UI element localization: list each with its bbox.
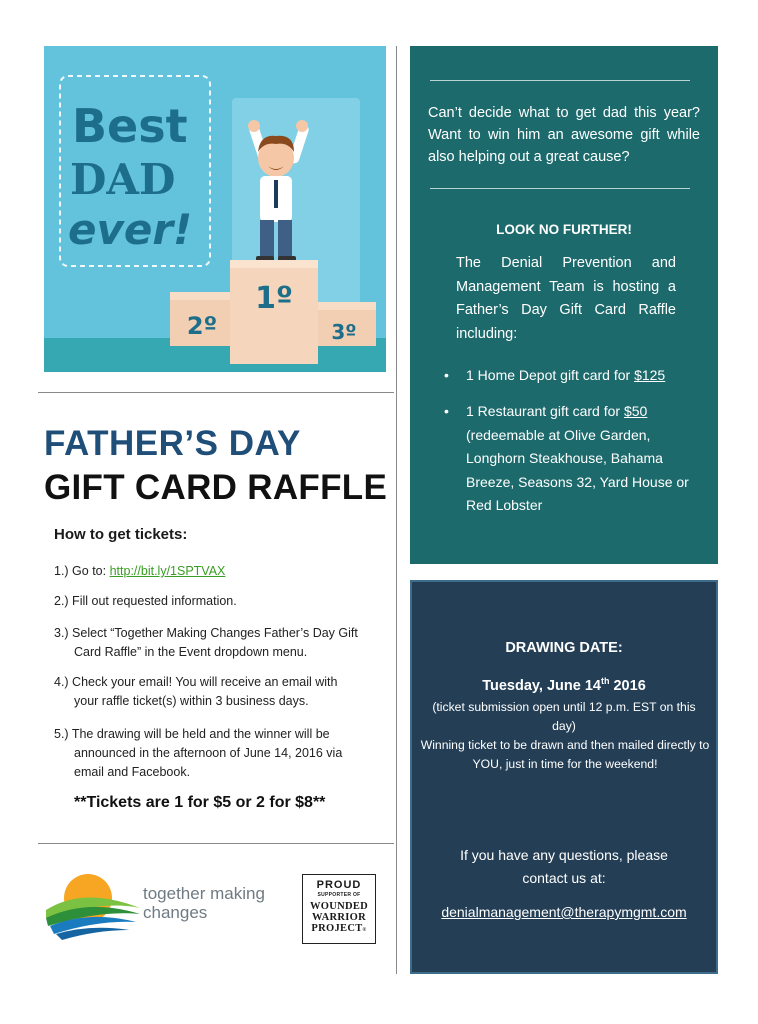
drawing-date-year: 2016 (609, 677, 646, 694)
wounded-warrior-logo (302, 874, 376, 944)
podium-first-label: 1º (255, 281, 293, 316)
wwp-wounded: WOUNDED (309, 901, 369, 912)
wwp-proud: PROUD (316, 879, 362, 891)
step-5-line-3: email and Facebook. (74, 765, 191, 779)
raffle-link[interactable]: http://bit.ly/1SPTVAX (109, 564, 226, 578)
title-line-1: FATHER’S DAY (44, 424, 301, 463)
podium-second-label: 2º (186, 312, 218, 340)
step-1-text: 1.) Go to: (54, 564, 110, 578)
winning-note: Winning ticket to be drawn and then mailed directly to YOU, just in time for the weekend! (420, 738, 710, 771)
ticket-price: **Tickets are 1 for $5 or 2 for $8** (74, 794, 326, 811)
panel-rule-bottom (430, 188, 690, 189)
wwp-trademark: ® (362, 928, 367, 933)
info-panel (410, 46, 718, 564)
bullet-icon: • (444, 403, 449, 419)
how-to-heading: How to get tickets: (54, 526, 188, 543)
step-3 (54, 624, 384, 662)
look-no-further: LOOK NO FURTHER! (496, 222, 632, 237)
drawing-panel (410, 580, 718, 974)
hero-word-dad: DAD (70, 155, 176, 204)
prize-2-text: 1 Restaurant gift card for (466, 403, 624, 419)
prize-1-amount: $125 (634, 367, 666, 383)
hero-illustration (44, 46, 386, 372)
title-line-2: GIFT CARD RAFFLE (44, 468, 388, 507)
wwp-warrior: WARRIOR (311, 912, 367, 923)
host-description: The Denial Prevention and Management Team is hosting a Father’s Day Gift Card Raffle including: (456, 255, 676, 342)
wwp-project: PROJECT (311, 923, 363, 934)
drawing-date-heading: DRAWING DATE: (505, 640, 623, 656)
vertical-divider (396, 46, 397, 974)
step-4-line-2: your raffle ticket(s) within 3 business days. (74, 694, 309, 708)
step-3-line-1: 3.) Select “Together Making Changes Father’s Day Gift (54, 626, 358, 640)
panel-rule-top (430, 80, 690, 81)
step-2: 2.) Fill out requested information. (54, 594, 237, 608)
step-4 (54, 673, 384, 711)
horizontal-divider-top (38, 392, 394, 393)
prize-1-text: 1 Home Depot gift card for (466, 367, 635, 383)
step-5-line-2: announced in the afternoon of June 14, 2016 via (74, 746, 343, 760)
drawing-date-day: Tuesday, June 14 (482, 677, 601, 694)
questions-text: If you have any questions, please contact us at: (460, 847, 668, 886)
step-1 (54, 562, 384, 581)
best-dad-illustration (44, 46, 386, 372)
horizontal-divider-bottom (38, 843, 394, 844)
step-3-line-2: Card Raffle” in the Event dropdown menu. (74, 645, 308, 659)
panel-question: Can’t decide what to get dad this year? Want to win him an awesome gift while also helping out a great cause? (428, 105, 700, 165)
step-5-line-1: 5.) The drawing will be held and the winner will be (54, 727, 330, 741)
step-5 (54, 725, 384, 782)
prize-2-details: (redeemable at Olive Garden, Longhorn Steakhouse, Bahama Breeze, Seasons 32, Yard House or Red Lobster (466, 426, 689, 513)
submission-note: (ticket submission open until 12 p.m. EST on this day) (432, 700, 696, 733)
wwp-supporter: SUPPORTER OF (317, 892, 361, 898)
hero-word-best: Best (72, 99, 188, 153)
drawing-date (410, 676, 718, 694)
tmc-logo-line-2: changes (143, 903, 208, 922)
podium-third-label: 3º (331, 320, 357, 344)
contact-email-link[interactable]: denialmanagement@therapymgmt.com (441, 904, 687, 920)
hero-word-ever: ever! (68, 205, 193, 254)
step-4-line-1: 4.) Check your email! You will receive an email with (54, 675, 338, 689)
prize-2-amount: $50 (623, 403, 648, 419)
bullet-icon: • (444, 367, 449, 383)
drawing-date-suffix: th (600, 676, 610, 686)
tmc-logo-line-1: together making (143, 884, 265, 903)
